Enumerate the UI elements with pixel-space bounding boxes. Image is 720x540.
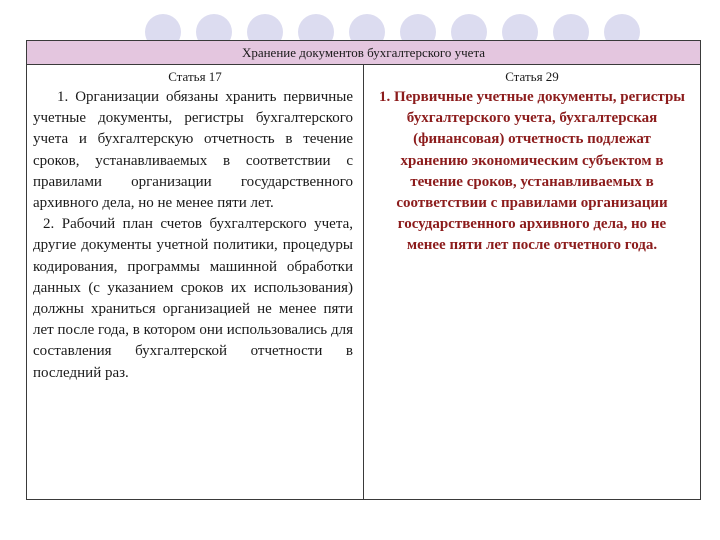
comparison-table xyxy=(26,40,701,500)
left-column-text xyxy=(33,87,353,384)
right-column-text: 1. Первичные учетные документы, регистры бухгалтерского учета, бухгалтерская (финансовая) отчетность подлежат хранению экономическим субъектом в течение сроков, устанавливаемых в соответствии с правилами организации государственного архивного дела, но не менее пяти лет после отчетного года. xyxy=(378,89,685,254)
left-column-title: Статья 17 xyxy=(168,69,222,84)
right-column-title: Статья 29 xyxy=(505,69,559,84)
table-header: Хранение документов бухгалтерского учета xyxy=(27,41,700,65)
right-column-article-29 xyxy=(364,65,700,499)
left-paragraph-1: 1. Организации обязаны хранить первичные учетные документы, регистры бухгалтерского учета и бухгалтерскую отчетность в течение сроков, устанавливаемых в соответствии с правилами организации государственного архивного дела, но не менее пяти лет. xyxy=(33,89,353,212)
left-paragraph-2: 2. Рабочий план счетов бухгалтерского учета, другие документы учетной политики, процедуры кодирования, программы машинной обработки данных (с указанием сроков их использования) должны храниться организацией не менее пяти лет после года, в котором они использовались для составления бухгалтерской отчетности в последний раз. xyxy=(33,216,353,381)
left-column-article-17 xyxy=(27,65,364,499)
